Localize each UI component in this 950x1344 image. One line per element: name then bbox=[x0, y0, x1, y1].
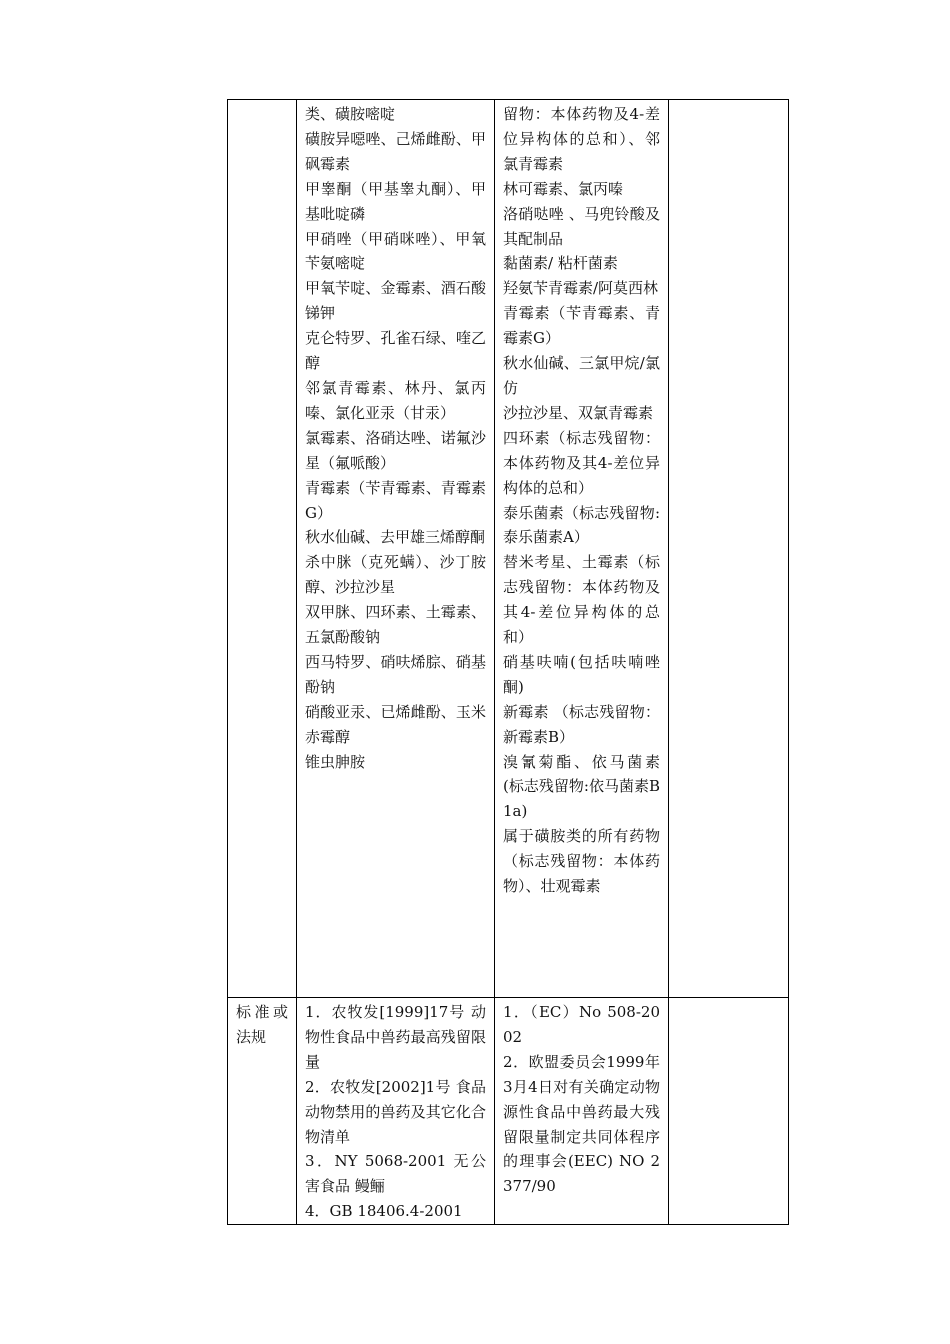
list-item: 青霉素（苄青霉素、青霉素G） bbox=[305, 478, 486, 522]
banned-drugs-cell-domestic bbox=[297, 100, 495, 998]
list-item: 溴氰菊酯、依马菌素 (标志残留物:依马菌素B1a) bbox=[503, 752, 660, 821]
banned-drugs-cell-eu bbox=[495, 100, 669, 998]
list-item: 锥虫胂胺 bbox=[305, 752, 366, 771]
list-item: 留物：本体药物及4-差位异构体的总和）、邻氯青霉素 bbox=[503, 105, 660, 173]
list-item: 磺胺异噁唑、己烯雌酚、甲砜霉素 bbox=[305, 129, 486, 173]
list-item: 黏菌素/ 粘杆菌素 bbox=[503, 254, 618, 273]
list-item: 2．农牧发[2002]1号 食品动物禁用的兽药及其它化合物清单 bbox=[305, 1077, 486, 1146]
list-item: 1．（EC）No 508-2002 bbox=[503, 1003, 660, 1046]
list-item: 新霉素 （标志残留物：新霉素B） bbox=[503, 702, 660, 746]
list-item: 沙拉沙星、双氯青霉素 bbox=[503, 403, 654, 422]
list-item: 西马特罗、硝呋烯腙、硝基酚钠 bbox=[305, 652, 486, 696]
list-item: 青霉素（苄青霉素、青霉素G） bbox=[503, 304, 660, 348]
list-item: 甲硝唑（甲硝咪唑）、甲氧苄氨嘧啶 bbox=[305, 229, 486, 273]
list-item: 氯霉素、洛硝达唑、诺氟沙星（氟哌酸） bbox=[305, 428, 486, 472]
standards-cell-eu bbox=[495, 998, 669, 1225]
list-item: 替米考星、土霉素（标志残留物：本体药物及其4-差位异构体的总和） bbox=[503, 553, 660, 647]
list-item: 甲睾酮（甲基睾丸酮）、甲基吡啶磷 bbox=[305, 179, 486, 223]
list-item: 甲氧苄啶、金霉素、酒石酸锑钾 bbox=[305, 279, 486, 323]
list-item: 杀中脒（克死螨）、沙丁胺醇、沙拉沙星 bbox=[305, 553, 486, 597]
list-item: 类、磺胺嘧啶 bbox=[305, 105, 396, 123]
list-item: 3．NY 5068-2001 无公害食品 鳗鲡 bbox=[305, 1152, 486, 1196]
table-cell-empty bbox=[228, 100, 297, 998]
table-row bbox=[228, 998, 789, 1225]
list-item: 羟氨苄青霉素/阿莫西林 bbox=[503, 279, 659, 298]
list-item: 秋水仙碱、三氯甲烷/氯仿 bbox=[503, 354, 660, 397]
list-item: 2．欧盟委员会1999年3月4日对有关确定动物源性食品中兽药最大残留限量制定共同体程序的理事会(EEC) NO 2377/90 bbox=[503, 1052, 660, 1196]
list-item: 硝酸亚汞、已烯雌酚、玉米赤霉醇 bbox=[305, 702, 486, 746]
list-item: 克仑特罗、孔雀石绿、喹乙醇 bbox=[305, 329, 486, 373]
list-item: 4．GB 18406.4-2001 bbox=[305, 1202, 463, 1221]
list-item: 邻氯青霉素、林丹、氯丙嗪、氯化亚汞（甘汞） bbox=[305, 378, 486, 422]
row-label-standards: 标准或法规 bbox=[228, 998, 297, 1225]
table-cell-empty bbox=[669, 998, 789, 1225]
standards-cell-domestic bbox=[297, 998, 495, 1225]
list-item: 泰乐菌素（标志残留物:泰乐菌素A） bbox=[503, 503, 660, 547]
list-item: 洛硝哒唑 、马兜铃酸及其配制品 bbox=[503, 204, 660, 248]
list-item: 秋水仙碱、去甲雄三烯醇酮 bbox=[305, 528, 486, 547]
list-item: 双甲脒、四环素、土霉素、五氯酚酸钠 bbox=[305, 603, 486, 647]
table-cell-empty bbox=[669, 100, 789, 998]
list-item: 四环素（标志残留物：本体药物及其4-差位异构体的总和） bbox=[503, 428, 660, 497]
list-item: 属于磺胺类的所有药物（标志残留物：本体药物）、壮观霉素 bbox=[503, 827, 660, 896]
regulation-table bbox=[227, 99, 789, 1225]
table-row bbox=[228, 100, 789, 998]
list-item: 林可霉素、氯丙嗪 bbox=[503, 179, 624, 198]
list-item: 硝基呋喃(包括呋喃唑酮) bbox=[503, 652, 660, 696]
list-item: 1．农牧发[1999]17号 动物性食品中兽药最高残留限量 bbox=[305, 1003, 486, 1071]
